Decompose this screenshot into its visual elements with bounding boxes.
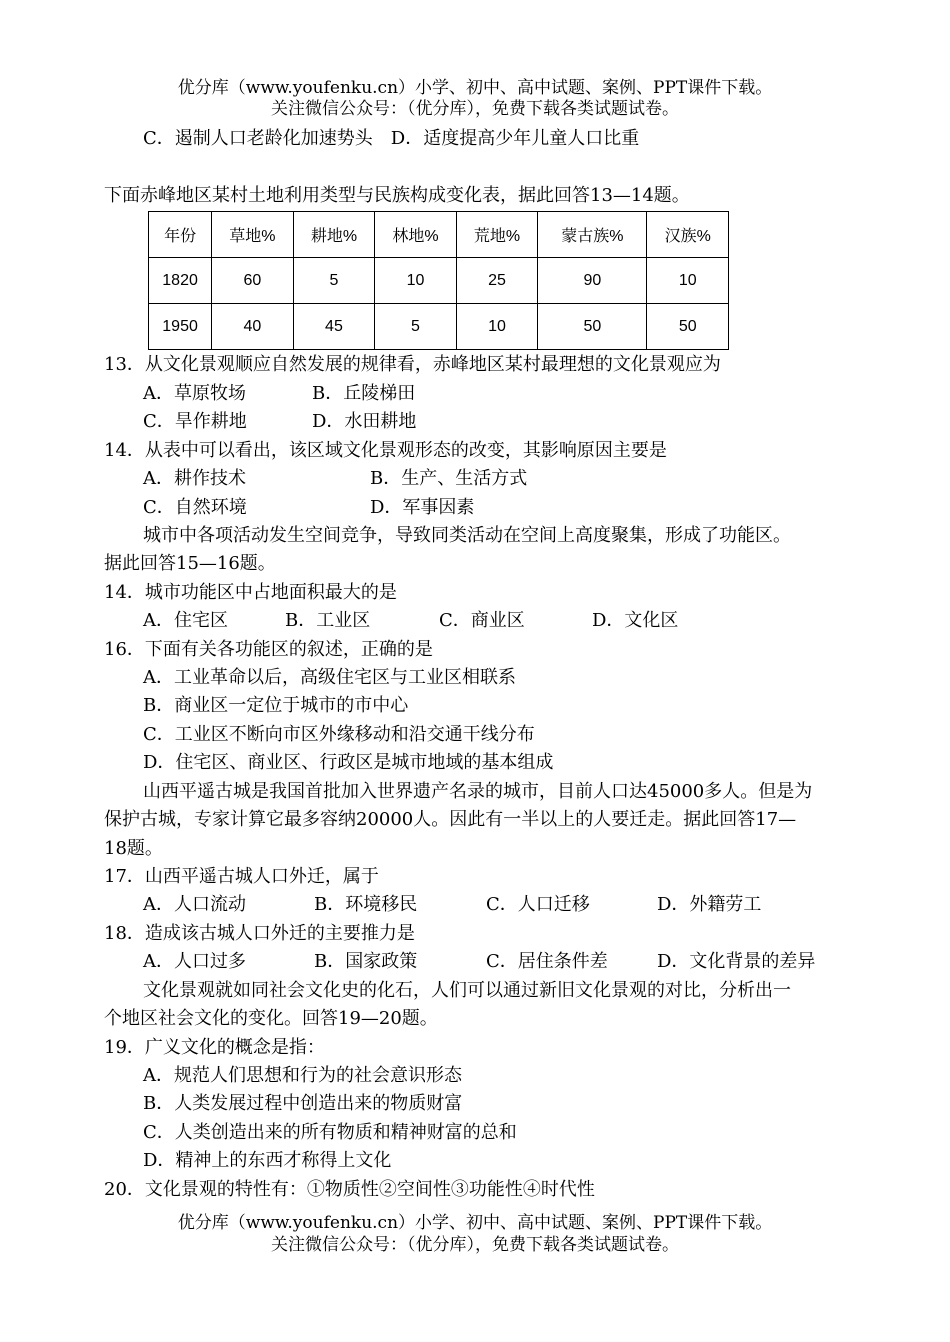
q15-stem: 14．城市功能区中占地面积最大的是 <box>104 582 397 603</box>
table-cell: 10 <box>456 304 538 350</box>
intro-17-line-2: 保护古城，专家计算它最多容纳20000人。因此有一半以上的人要迁走。据此回答17— <box>104 809 797 830</box>
table-header-cell: 耕地% <box>293 212 375 258</box>
table-cell: 90 <box>538 258 647 304</box>
q17-stem: 17．山西平遥古城人口外迁，属于 <box>104 866 379 887</box>
q19-option-b: B．人类发展过程中创造出来的物质财富 <box>143 1093 463 1114</box>
intro-15-line-2: 据此回答15—16题。 <box>104 553 276 574</box>
q15-option-b: B．工业区 <box>285 610 371 631</box>
q13-option-c: C．旱作耕地 <box>143 411 247 432</box>
table-cell: 10 <box>375 258 457 304</box>
intro-17-line-3: 18题。 <box>104 838 163 859</box>
table-header-cell: 年份 <box>149 212 212 258</box>
table-cell: 50 <box>538 304 647 350</box>
q18-option-a: A．人口过多 <box>143 951 246 972</box>
q15-option-a: A．住宅区 <box>143 610 228 631</box>
table-cell: 25 <box>456 258 538 304</box>
q17-option-d: D．外籍劳工 <box>657 894 762 915</box>
q17-option-b: B．环境移民 <box>314 894 418 915</box>
q15-option-c: C．商业区 <box>439 610 525 631</box>
q12-options-cd: C．遏制人口老龄化加速势头 D．适度提高少年儿童人口比重 <box>143 128 640 149</box>
table-cell: 1950 <box>149 304 212 350</box>
q19-stem: 19．广义文化的概念是指： <box>104 1037 325 1058</box>
header-line-2: 关注微信公众号：（优分库），免费下载各类试题试卷。 <box>271 99 679 119</box>
q17-option-a: A．人口流动 <box>143 894 246 915</box>
q14-stem: 14．从表中可以看出，该区域文化景观形态的改变，其影响原因主要是 <box>104 440 667 461</box>
q16-option-c: C．工业区不断向市区外缘移动和沿交通干线分布 <box>143 724 535 745</box>
q19-option-d: D．精神上的东西才称得上文化 <box>143 1150 392 1171</box>
table-header-row <box>149 212 729 258</box>
intro-15-line-1: 城市中各项活动发生空间竞争，导致同类活动在空间上高度聚集，形成了功能区。 <box>143 525 791 546</box>
table-cell: 10 <box>647 258 729 304</box>
intro-17-line-1: 山西平遥古城是我国首批加入世界遗产名录的城市，目前人口达45000多人。但是为 <box>143 781 813 802</box>
table-header-cell: 汉族% <box>647 212 729 258</box>
q13-stem: 13．从文化景观顺应自然发展的规律看，赤峰地区某村最理想的文化景观应为 <box>104 354 721 375</box>
q18-option-c: C．居住条件差 <box>486 951 608 972</box>
q16-option-b: B．商业区一定位于城市的市中心 <box>143 695 409 716</box>
q14-option-b: B．生产、生活方式 <box>370 468 528 489</box>
q14-option-a: A．耕作技术 <box>143 468 246 489</box>
q13-option-b: B．丘陵梯田 <box>312 383 416 404</box>
table-row <box>149 258 729 304</box>
q14-option-c: C．自然环境 <box>143 497 247 518</box>
table-intro: 下面赤峰地区某村土地利用类型与民族构成变化表，据此回答13—14题。 <box>104 185 690 206</box>
table-row <box>149 304 729 350</box>
q17-option-c: C．人口迁移 <box>486 894 590 915</box>
q13-option-d: D．水田耕地 <box>312 411 417 432</box>
q19-option-c: C．人类创造出来的所有物质和精神财富的总和 <box>143 1122 517 1143</box>
q18-stem: 18．造成该古城人口外迁的主要推力是 <box>104 923 415 944</box>
table-header-cell: 草地% <box>212 212 294 258</box>
q15-option-d: D．文化区 <box>592 610 679 631</box>
land-use-table <box>148 211 729 350</box>
table-header-cell: 荒地% <box>456 212 538 258</box>
footer-line-2: 关注微信公众号：（优分库），免费下载各类试题试卷。 <box>271 1235 679 1255</box>
q19-option-a: A．规范人们思想和行为的社会意识形态 <box>143 1065 462 1086</box>
q20-stem: 20．文化景观的特性有：①物质性②空间性③功能性④时代性 <box>104 1179 595 1200</box>
table-cell: 50 <box>647 304 729 350</box>
table-header-cell: 蒙古族% <box>538 212 647 258</box>
table-cell: 1820 <box>149 258 212 304</box>
q16-option-a: A．工业革命以后，高级住宅区与工业区相联系 <box>143 667 516 688</box>
q18-option-d: D．文化背景的差异 <box>657 951 816 972</box>
q16-option-d: D．住宅区、商业区、行政区是城市地域的基本组成 <box>143 752 554 773</box>
table-cell: 5 <box>293 258 375 304</box>
q16-stem: 16．下面有关各功能区的叙述，正确的是 <box>104 639 433 660</box>
table-header-cell: 林地% <box>375 212 457 258</box>
q14-option-d: D．军事因素 <box>370 497 475 518</box>
q13-option-a: A．草原牧场 <box>143 383 246 404</box>
table-cell: 40 <box>212 304 294 350</box>
table-cell: 45 <box>293 304 375 350</box>
table-cell: 5 <box>375 304 457 350</box>
table-cell: 60 <box>212 258 294 304</box>
header-line-1: 优分库（www.youfenku.cn）小学、初中、高中试题、案例、PPT课件下载。 <box>177 78 773 98</box>
q18-option-b: B．国家政策 <box>314 951 418 972</box>
intro-19-line-2: 个地区社会文化的变化。回答19—20题。 <box>104 1008 438 1029</box>
footer-line-1: 优分库（www.youfenku.cn）小学、初中、高中试题、案例、PPT课件下载。 <box>177 1213 773 1233</box>
intro-19-line-1: 文化景观就如同社会文化史的化石，人们可以通过新旧文化景观的对比，分析出一 <box>143 980 791 1001</box>
